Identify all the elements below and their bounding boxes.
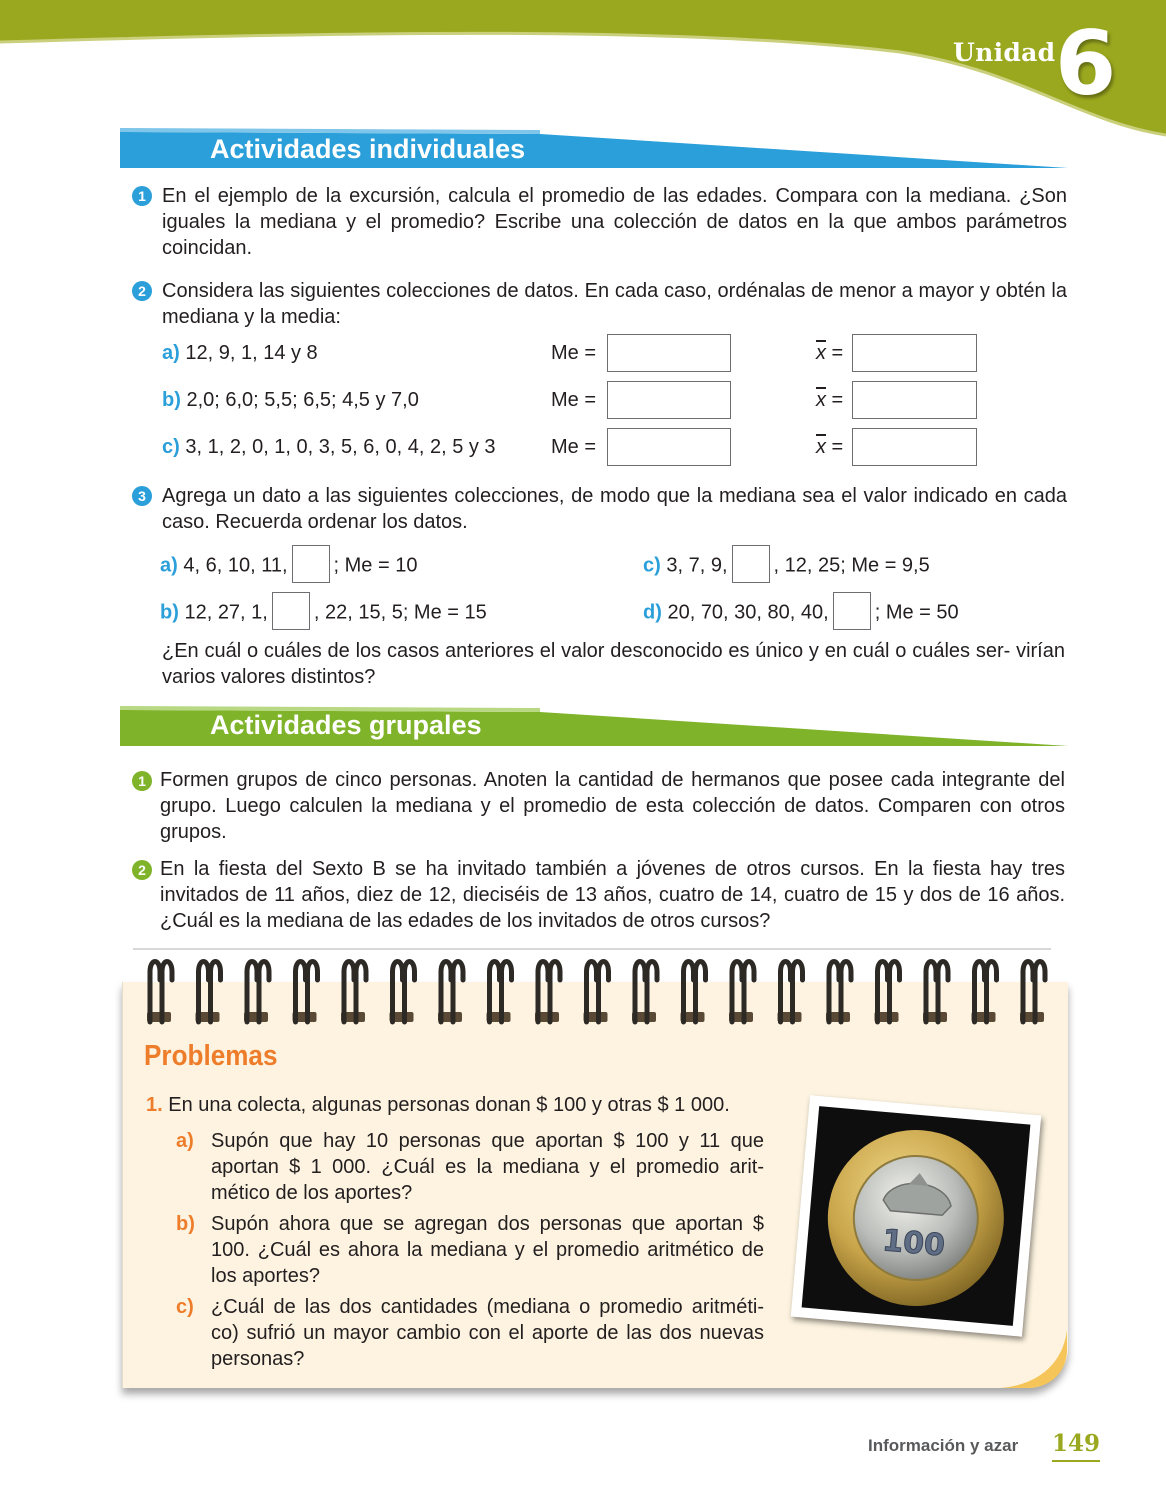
spiral-ring <box>875 962 900 1023</box>
spiral-ring <box>196 962 221 1023</box>
row-label: b) <box>162 389 181 411</box>
spiral-ring <box>535 962 560 1023</box>
spiral-ring <box>487 962 512 1023</box>
part-label: c) <box>176 1296 194 1318</box>
mean-answer-box[interactable] <box>852 381 977 419</box>
mean-label <box>816 387 843 413</box>
mean-symbol: $\overline{x}$ <box>816 342 826 364</box>
coin-image <box>802 1106 1031 1326</box>
part-label: b) <box>176 1213 195 1235</box>
problem-part-a: Supón que hay 10 personas que aportan $ 100 y 11 que aportan $ 1 000. ¿Cuál es la mediana y el promedio arit- mético de los aportes? <box>211 1130 764 1204</box>
problem-part-b: Supón ahora que se agregan dos personas que aportan $ 100. ¿Cuál es ahora la mediana y el promedio aritmético de los aportes? <box>211 1213 764 1287</box>
item-number-badge: 3 <box>132 486 152 506</box>
mean-label <box>816 434 843 460</box>
missing-value-box[interactable] <box>833 592 871 630</box>
spiral-ring <box>778 962 803 1023</box>
case-label: c) <box>643 554 661 577</box>
unit-label: Unidad <box>953 38 1056 67</box>
spiral-ring <box>244 962 269 1023</box>
group-item-2-text: En la fiesta del Sexto B se ha invitado también a jóvenes de otros cursos. En la fiesta hay tres invitados de 11 años, diez de 12, dieciséis de 13 años, cuatro de 14, cuatro de 15 y dos de 16 años. ¿Cuál es la mediana de las edades de los invitados de otros cursos? <box>160 858 1065 932</box>
spiral-ring <box>147 962 172 1023</box>
case-label: b) <box>160 601 179 624</box>
individual-item-3-question: ¿En cuál o cuáles de los casos anteriores el valor desconocido es único y en cuál o cuáles ser- virían varios valores distintos? <box>162 640 1065 688</box>
case-median: , 22, 15, 5; Me = 15 <box>313 601 487 624</box>
data-row-c <box>162 434 496 460</box>
mean-equals: = <box>826 389 844 411</box>
problem-number: 1. <box>146 1094 163 1116</box>
footer-rule <box>1052 1460 1100 1462</box>
notebook-page-curl <box>1000 1330 1068 1390</box>
row-label: a) <box>162 342 180 364</box>
mean-answer-box[interactable] <box>852 428 977 466</box>
row-label: c) <box>162 436 180 458</box>
missing-value-box[interactable] <box>292 545 330 583</box>
row-data: 2,0; 6,0; 5,5; 6,5; 4,5 y 7,0 <box>186 389 419 411</box>
group-item-1-text: Formen grupos de cinco personas. Anoten la cantidad de hermanos que posee cada integrante del grupo. Luego calculen la mediana y el promedio de esta colección de datos. Comparen con otros grupos. <box>160 769 1065 843</box>
spiral-ring <box>681 962 706 1023</box>
data-row-b <box>162 387 419 413</box>
item-number-badge: 2 <box>132 860 152 880</box>
item-number-badge: 2 <box>132 281 152 301</box>
spiral-ring <box>729 962 754 1023</box>
individual-item-2-text: Considera las siguientes colecciones de datos. En cada caso, ordénalas de menor a mayor y obtén la mediana y la media: <box>162 280 1067 328</box>
median-case-c <box>643 547 930 585</box>
median-label: Me = <box>551 342 597 364</box>
mean-label <box>816 340 843 366</box>
item-number-badge: 1 <box>132 771 152 791</box>
case-median: , 12, 25; Me = 9,5 <box>773 554 930 577</box>
problems-title: Problemas <box>144 1040 278 1072</box>
mean-equals: = <box>826 342 844 364</box>
median-label: Me = <box>551 389 597 411</box>
mean-equals: = <box>826 436 844 458</box>
problem-1-intro <box>146 1092 730 1118</box>
spiral-ring <box>341 962 366 1023</box>
header-band <box>0 0 1166 140</box>
spiral-ring <box>826 962 851 1023</box>
part-label: a) <box>176 1130 194 1152</box>
missing-value-box[interactable] <box>272 592 310 630</box>
case-label: d) <box>643 601 662 624</box>
median-answer-box[interactable] <box>607 334 731 372</box>
median-case-d <box>643 594 959 632</box>
median-answer-box[interactable] <box>607 428 731 466</box>
spiral-ring <box>923 962 948 1023</box>
individual-item-3-text: Agrega un dato a las siguientes colecciones, de modo que la mediana sea el valor indicado en cada caso. Recuerda ordenar los datos. <box>162 485 1067 533</box>
individual-item-1-text: En el ejemplo de la excursión, calcula el promedio de las edades. Compara con la mediana. ¿Son iguales la mediana y el promedio? Escribe una colección de datos en la que ambos parámetros coincidan. <box>162 185 1067 259</box>
spiral-ring <box>972 962 997 1023</box>
spiral-ring <box>293 962 318 1023</box>
case-data: 4, 6, 10, 11, <box>183 554 288 577</box>
median-label: Me = <box>551 436 597 458</box>
missing-value-box[interactable] <box>732 545 770 583</box>
problem-part-c: ¿Cuál de las dos cantidades (mediana o promedio aritméti- co) sufrió un mayor cambio con el aporte de las dos nuevas personas? <box>211 1296 764 1370</box>
case-data: 12, 27, 1, <box>184 601 268 624</box>
footer-section-name: Información y azar <box>868 1436 1019 1455</box>
mean-symbol: $\overline{x}$ <box>816 389 826 411</box>
median-answer-box[interactable] <box>607 381 731 419</box>
group-section-title: Actividades grupales <box>210 710 482 740</box>
case-label: a) <box>160 554 178 577</box>
spiral-ring <box>390 962 415 1023</box>
median-case-a <box>160 547 417 585</box>
case-median: ; Me = 10 <box>333 554 418 577</box>
item-number-badge: 1 <box>132 186 152 206</box>
coin-value-text: 100 <box>880 1223 947 1264</box>
mean-symbol: $\overline{x}$ <box>816 436 826 458</box>
spiral-ring <box>1020 962 1045 1023</box>
spiral-ring <box>584 962 609 1023</box>
case-data: 20, 70, 30, 80, 40, <box>667 601 829 624</box>
problem-intro-text: En una colecta, algunas personas donan $ 100 y otras $ 1 000. <box>168 1094 730 1116</box>
individual-section-title: Actividades individuales <box>210 134 526 164</box>
median-case-b <box>160 594 487 632</box>
row-data: 12, 9, 1, 14 y 8 <box>185 342 318 364</box>
unit-number: 6 <box>1055 12 1117 115</box>
spiral-ring <box>632 962 657 1023</box>
mean-answer-box[interactable] <box>852 334 977 372</box>
spiral-binding <box>140 950 1060 1030</box>
coin-photo <box>791 1095 1041 1336</box>
data-row-a <box>162 340 318 366</box>
spiral-ring <box>438 962 463 1023</box>
case-median: ; Me = 50 <box>874 601 959 624</box>
case-data: 3, 7, 9, <box>666 554 728 577</box>
row-data: 3, 1, 2, 0, 1, 0, 3, 5, 6, 0, 4, 2, 5 y 3 <box>185 436 496 458</box>
page-number: 149 <box>1052 1430 1101 1457</box>
